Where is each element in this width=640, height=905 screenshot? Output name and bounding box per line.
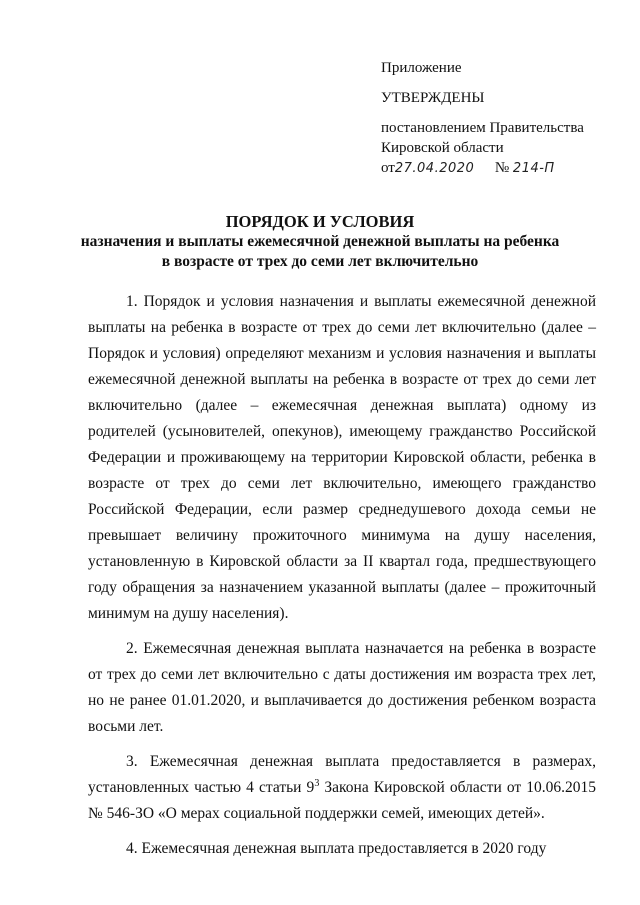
handwritten-number: 214-П <box>512 161 555 176</box>
number-prefix: № <box>494 160 510 176</box>
paragraph-1: 1. Порядок и условия назначения и выплаты ежемесячной денежной выплаты на ребенка в возрасте от трех до семи лет включительно (далее – Порядок и условия) определяют механизм и условия назначения и выплаты ежемесячной денежной выплаты на ребенка в возрасте от трех до семи лет включительно (далее – ежемесячная денежная выплата) одному из родителей (усыновителей, опекунов), имеющему гражданство Российской Федерации и проживающему на территории Кировской области, ребенка в возрасте от трех до семи лет включительно, имеющего гражданство Российской Федерации, если размер среднедушевого дохода семьи не превышает величину прожиточного минимума на душу населения, установленную в Кировской области за II квартал года, предшествующего году обращения за назначением указанной выплаты (далее – прожиточный минимум на душу населения). <box>88 293 596 622</box>
date-number-line <box>381 158 621 179</box>
title-subline-2: в возрасте от трех до семи лет включительно <box>161 253 479 270</box>
document-title <box>40 212 600 272</box>
paragraph-3-end: Закона Кировской области от 10.06.2015 № 546-ЗО «О мерах социальной поддержки семей, имеющих детей». <box>88 779 596 822</box>
handwritten-date: 27.04.2020 <box>394 161 475 176</box>
paragraph-3-start: 3. Ежемесячная денежная выплата предоставляется в размерах, установленных частью 4 статьи 9 <box>88 753 596 796</box>
paragraph-2: 2. Ежемесячная денежная выплата назначается на ребенка в возрасте от трех до семи лет включительно с даты достижения им возраста трех лет, но не ранее 01.01.2020, и выплачивается до достижения ребенком возраста восьми лет. <box>88 640 596 735</box>
title-subline-1: назначения и выплаты ежемесячной денежной выплаты на ребенка <box>80 233 560 250</box>
paragraph-4: 4. Ежемесячная денежная выплата предоставляется в 2020 году <box>126 840 547 857</box>
date-prefix: от <box>381 160 395 176</box>
title-main: ПОРЯДОК И УСЛОВИЯ <box>225 212 415 231</box>
approved-label: УТВЕРЖДЕНЫ <box>381 90 485 106</box>
approval-block <box>381 58 621 179</box>
article-superscript: 3 <box>314 777 320 789</box>
document-body <box>88 289 596 862</box>
resolution-line-1: постановлением Правительства <box>381 120 584 136</box>
resolution-line-2: Кировской области <box>381 140 504 156</box>
paragraph-3 <box>88 749 596 827</box>
appendix-label: Приложение <box>381 60 462 76</box>
